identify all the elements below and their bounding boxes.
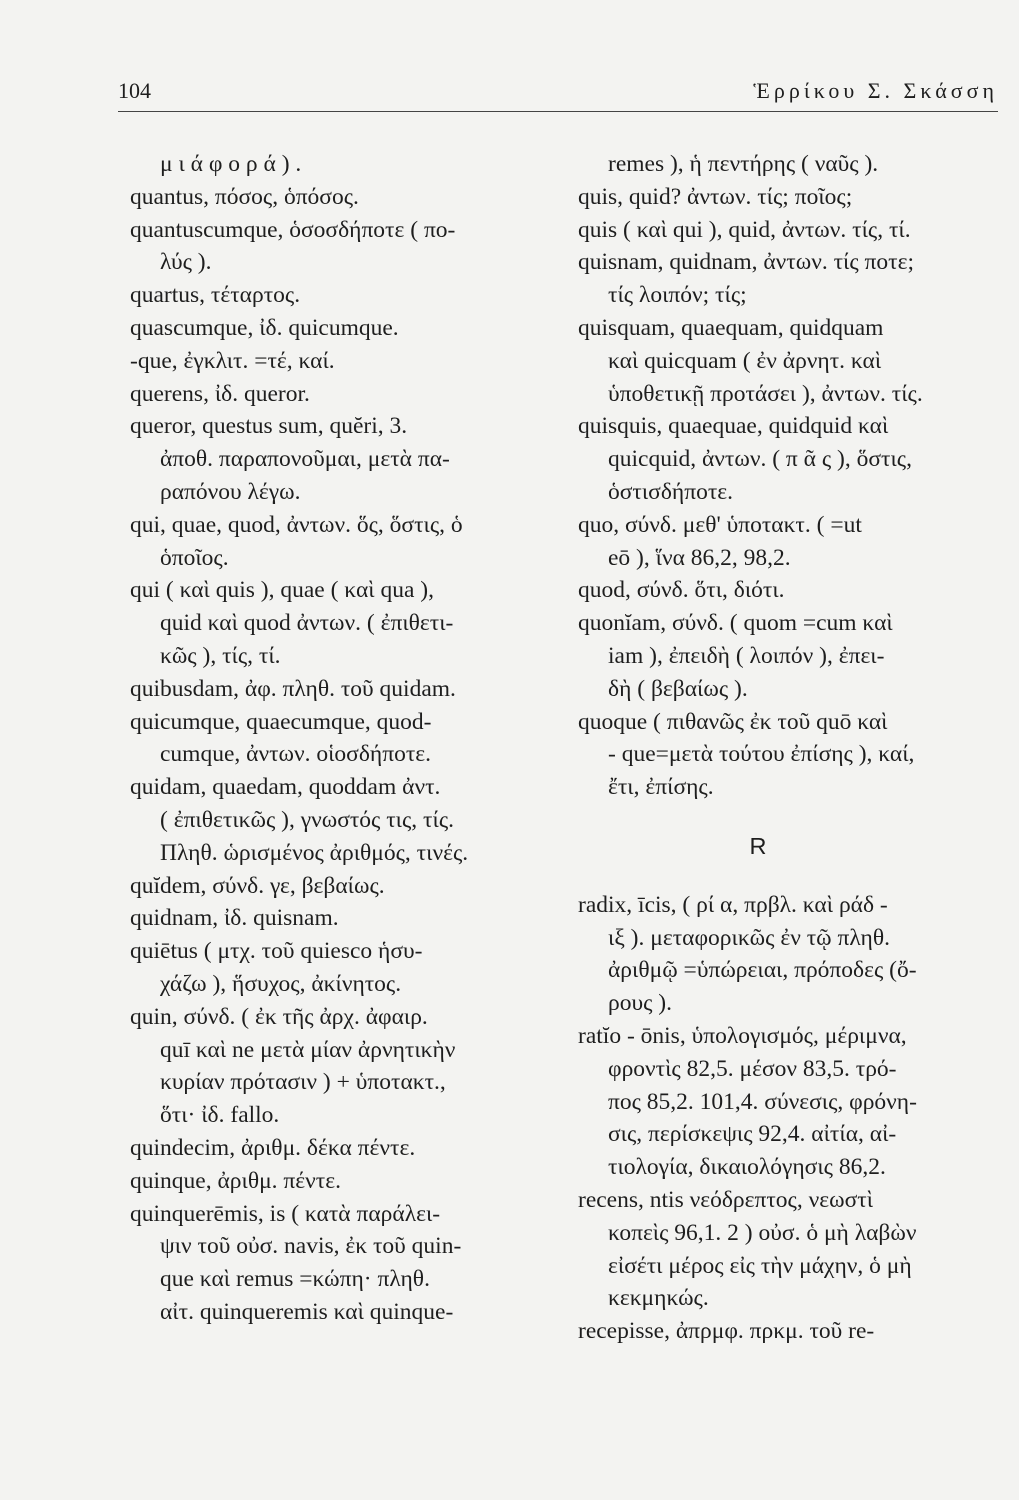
entry-line: - que=μετὰ τούτου ἐπίσης ), καί, xyxy=(608,741,915,768)
entry-line: ψιν τοῦ οὐσ. navis, ἐκ τοῦ quin- xyxy=(160,1233,462,1260)
entry-line: -que, ἐγκλιτ. =τέ, καί. xyxy=(130,347,335,374)
entry-line: χάζω ), ἥσυχος, ἀκίνητος. xyxy=(160,970,402,997)
blank-line xyxy=(578,863,998,889)
entry-line: ὁποῖος. xyxy=(160,544,229,571)
entry-line: πος 85,2. 101,4. σύνεσις, φρόνη- xyxy=(608,1088,917,1115)
entry-line: quoque ( πιθανῶς ἐκ τοῦ quō καὶ xyxy=(578,708,888,735)
section-letter: R xyxy=(749,832,767,859)
entry-line: κῶς ), τίς, τί. xyxy=(160,642,281,669)
entry-line: quod, σύνδ. ὅτι, διότι. xyxy=(578,577,785,604)
entry-line: τίς λοιπόν; τίς; xyxy=(608,282,747,309)
entry-line: quo, σύνδ. μεθ' ὑποτακτ. ( =ut xyxy=(578,511,862,538)
entry-line: quinque, ἀριθμ. πέντε. xyxy=(130,1167,341,1194)
entry-line: εἰσέτι μέρος εἰς τὴν μάχην, ὁ μὴ xyxy=(608,1252,912,1279)
entry-line: quonĭam, σύνδ. ( quom =cum καὶ xyxy=(578,610,893,637)
entry-line: radix, īcis, ( ρί α, πρβλ. καὶ ράδ - xyxy=(578,891,888,918)
entry-line: quisquam, quaequam, quidquam xyxy=(578,314,884,341)
entry-line: κεκμηκώς. xyxy=(608,1285,709,1312)
entry-line: quicumque, quaecumque, quod- xyxy=(130,708,432,735)
entry-line: qui, quae, quod, ἀντων. ὅς, ὅστις, ὁ xyxy=(130,511,463,538)
entry-line: καὶ quicquam ( ἐν ἀρνητ. καὶ xyxy=(608,347,882,374)
entry-line: ἔτι, ἐπίσης. xyxy=(608,774,714,801)
entry-line: σις, περίσκεψις 92,4. αἰτία, αἰ- xyxy=(608,1121,897,1148)
entry-line: recepisse, ἀπρμφ. πρκμ. τοῦ re- xyxy=(578,1318,875,1345)
entry-line: quĭdem, σύνδ. γε, βεβαίως. xyxy=(130,872,385,899)
page-number: 104 xyxy=(118,78,151,103)
entry-line: iam ), ἐπειδὴ ( λοιπόν ), ἐπει- xyxy=(608,642,885,669)
entry-line: ὅτι· ἰδ. fallo. xyxy=(160,1102,280,1129)
page-header xyxy=(118,72,998,112)
entry-line: ὁστισδήποτε. xyxy=(608,478,734,505)
entry-line: recens, ntis νεόδρεπτος, νεωστὶ xyxy=(578,1186,874,1213)
entry-line: κοπεὶς 96,1. 2 ) οὐσ. ὁ μὴ λαβὼν xyxy=(608,1219,917,1246)
entry-line: ἀριθμῷ =ὑπώρειαι, πρόποδες (ὄ- xyxy=(608,957,917,984)
entry-line: μ ι ά φ ο ρ ά ) . xyxy=(160,151,302,177)
right-column xyxy=(578,148,998,1348)
entry-line: querens, ἰδ. queror. xyxy=(130,380,310,407)
entry-line: cumque, ἀντων. οἱοσδήποτε. xyxy=(160,741,432,768)
entry-line: quis, quid? ἀντων. τίς; ποῖος; xyxy=(578,183,853,210)
running-head: Ἑρρίκου Σ. Σκάσση xyxy=(753,78,998,103)
entry-line: ὑποθετικῇ προτάσει ), ἀντων. τίς. xyxy=(608,380,923,407)
entry-line: αἰτ. quinqueremis καὶ quinque- xyxy=(160,1298,454,1325)
entry-line: quī καὶ ne μετὰ μίαν ἀρνητικὴν xyxy=(160,1036,456,1063)
entry-line: Πληθ. ὡρισμένος ἀριθμός, τινές. xyxy=(160,839,469,866)
entry-line: τιολογία, δικαιολόγησις 86,2. xyxy=(608,1154,886,1181)
entry-line: qui ( καὶ quis ), quae ( καὶ qua ), xyxy=(130,577,434,604)
entry-line: quisquis, quaequae, quidquid καὶ xyxy=(578,413,889,440)
entry-line: quin, σύνδ. ( ἐκ τῆς ἀρχ. ἀφαιρ. xyxy=(130,1003,428,1030)
entry-line: quid καὶ quod ἀντων. ( ἐπιθετι- xyxy=(160,610,454,637)
entry-line: quantus, πόσος, ὁπόσος. xyxy=(130,183,359,210)
entry-line: κυρίαν πρότασιν ) + ὑποτακτ., xyxy=(160,1069,446,1096)
entry-line: quisnam, quidnam, ἀντων. τίς ποτε; xyxy=(578,249,914,276)
left-column xyxy=(130,148,550,1329)
entry-line: queror, questus sum, quĕri, 3. xyxy=(130,413,408,440)
entry-line: ratĭo - ōnis, ὑπολογισμός, μέριμνα, xyxy=(578,1022,907,1049)
entry-line: quiētus ( μτχ. τοῦ quiesco ἡσυ- xyxy=(130,938,423,965)
entry-line: quidnam, ἰδ. quisnam. xyxy=(130,905,339,932)
entry-line: eō ), ἵνα 86,2, 98,2. xyxy=(608,544,791,571)
entry-line: δὴ ( βεβαίως ). xyxy=(608,675,748,702)
entry-line: quidam, quaedam, quoddam ἀντ. xyxy=(130,774,441,801)
entry-line: quindecim, ἀριθμ. δέκα πέντε. xyxy=(130,1134,416,1161)
entry-line: que καὶ remus =κώπη· πληθ. xyxy=(160,1266,430,1293)
entry-line: quis ( καὶ qui ), quid, ἀντων. τίς, τί. xyxy=(578,216,911,243)
entry-line: ιξ ). μεταφορικῶς ἐν τῷ πληθ. xyxy=(608,924,890,951)
entry-line: λύς ). xyxy=(160,249,212,276)
entry-line: ρους ). xyxy=(608,990,672,1017)
entry-line: quartus, τέταρτος. xyxy=(130,282,301,309)
entry-line: quantuscumque, ὁσοσδήποτε ( πο- xyxy=(130,216,456,243)
entry-line: quascumque, ἰδ. quicumque. xyxy=(130,314,399,341)
header-rule xyxy=(118,111,998,112)
entry-line: ραπόνου λέγω. xyxy=(160,478,301,505)
entry-line: remes ), ἡ πεντήρης ( ναῦς ). xyxy=(608,151,879,177)
entry-line: ( ἐπιθετικῶς ), γνωστός τις, τίς. xyxy=(160,806,455,833)
blank-line xyxy=(578,804,998,830)
entry-line: quinquerēmis, is ( κατὰ παράλει- xyxy=(130,1200,441,1227)
entry-line: φροντὶς 82,5. μέσον 83,5. τρό- xyxy=(608,1055,897,1082)
entry-line: ἀποθ. παραπονοῦμαι, μετὰ πα- xyxy=(160,446,450,473)
entry-line: quicquid, ἀντων. ( π ᾶ ς ), ὅστις, xyxy=(608,446,912,473)
entry-line: quibusdam, ἀφ. πληθ. τοῦ quidam. xyxy=(130,675,456,702)
